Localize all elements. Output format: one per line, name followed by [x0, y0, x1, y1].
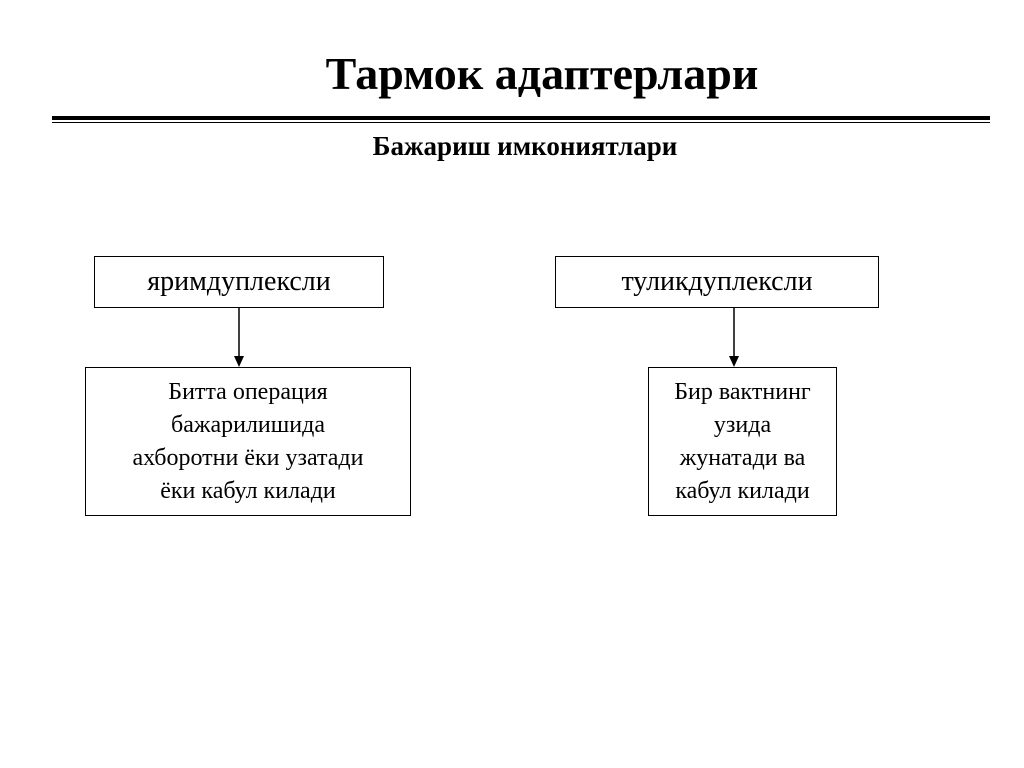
full-duplex-box — [555, 256, 879, 308]
title-divider-thick — [52, 116, 990, 120]
half-duplex-arrow — [234, 308, 244, 367]
half-duplex-description: Битта операция бажарилишида ахборотни ёки узатади ёки кабул килади — [132, 378, 364, 504]
title-divider-thin — [52, 122, 990, 123]
full-duplex-description-box — [648, 367, 837, 516]
half-duplex-label: яримдуплексли — [147, 266, 331, 297]
half-duplex-description-box — [85, 367, 411, 516]
half-duplex-box — [94, 256, 384, 308]
slide-subtitle: Бажариш имкониятлари — [372, 131, 678, 161]
slide-title: Тармок адаптерлари — [325, 48, 759, 99]
full-duplex-description: Бир вактнинг узида жунатади ва кабул килади — [674, 378, 811, 504]
full-duplex-label: туликдуплексли — [621, 266, 813, 297]
full-duplex-arrow — [729, 308, 739, 367]
